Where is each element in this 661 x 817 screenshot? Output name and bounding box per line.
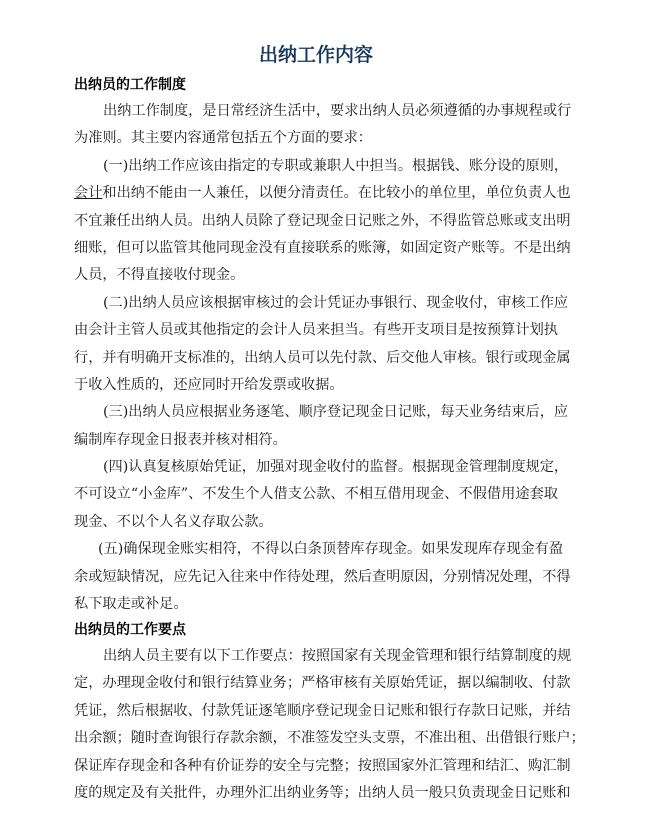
text-line: (三)出纳人员应根据业务逐笔、顺序登记现金日记账，每天业务结束后，应 xyxy=(103,404,569,421)
text-line: (一)出纳工作应该由指定的专职或兼职人中担当。根据钱、账分设的原则， xyxy=(103,157,569,174)
text-line: 为准则。其主要内容通常包括五个方面的要求： xyxy=(74,130,372,147)
text-line: 出纳工作制度，是日常经济生活中，要求出纳人员必须遵循的办事规程或行 xyxy=(103,103,572,119)
paragraph-item-3 xyxy=(74,399,569,454)
text-line: (五)确保现金账实相符，不得以白条顶替库存现金。如果发现库存现金有盈 xyxy=(98,541,564,558)
accounting-link[interactable]: 会计 xyxy=(74,185,103,202)
text-line: 余或短缺情况，应先记入往来中作待处理，然后查明原因，分别情况处理，不得 xyxy=(74,568,571,585)
text-line: 定，办理现金收付和银行结算业务；严格审核有关原始凭证，据以编制收、付款 xyxy=(74,675,571,692)
paragraph-item-5 xyxy=(74,536,571,618)
text-line: 由会计主管人员或其他指定的会计人员来担当。有些开支项目是按预算计划执 xyxy=(74,322,558,339)
text-line: 私下取走或补足。 xyxy=(74,596,188,613)
text-line: 编制库存现金日报表并核对相符。 xyxy=(74,431,287,448)
text-segment: 和出纳不能由一人兼任，以便分清责任。在比较小的单位里，单位负责人也 xyxy=(102,185,571,202)
text-line: 出余额；随时查询银行存款余额，不准签发空头支票，不准出租、出借银行账户； xyxy=(74,730,585,747)
paragraph-item-2 xyxy=(74,290,571,400)
text-line: 度的规定及有关批件，办理外汇出纳业务等；出纳人员一般只负责现金日记账和 xyxy=(74,784,571,801)
text-line: 细账，但可以监管其他同现金没有直接联系的账簿，如固定资产账等。不是出纳 xyxy=(74,239,571,256)
paragraph-item-4 xyxy=(74,454,569,536)
text-line xyxy=(74,180,571,207)
section-heading: 出纳员的工作制度 xyxy=(74,77,186,93)
text-line: 现金、不以个人名义存取公款。 xyxy=(74,513,273,530)
text-line: (四)认真复核原始凭证，加强对现金收付的监督。根据现金管理制度规定， xyxy=(103,459,569,476)
text-line: 不宜兼任出纳人员。出纳人员除了登记现金日记账之外，不得监管总账或支出明 xyxy=(74,212,571,229)
document-title: 出纳工作内容 xyxy=(258,44,373,66)
text-line: (二)出纳人员应该根据审核过的会计凭证办事银行、现金收付，审核工作应 xyxy=(103,294,569,311)
section-work-points xyxy=(74,617,585,807)
paragraph-work-points xyxy=(74,643,585,807)
text-line: 凭证，然后根据收、付款凭证逐笔顺序登记现金日记账和银行存款日记账，并结 xyxy=(74,702,571,719)
section-work-system xyxy=(74,72,572,618)
text-line: 保证库存现金和各种有价证券的安全与完整；按照国家外汇管理和结汇、购汇制 xyxy=(74,757,571,774)
paragraph-item-1 xyxy=(74,153,571,290)
text-line: 出纳人员主要有以下工作要点：按照国家有关现金管理和银行结算制度的规 xyxy=(103,648,572,664)
text-line: 行，并有明确开支标准的，出纳人员可以先付款、后交他人审核。银行或现金属 xyxy=(74,349,571,366)
paragraph-intro xyxy=(74,98,572,153)
text-line: 不可设立“小金库”、不发生个人借支公款、不相互借用现金、不假借用途套取 xyxy=(74,486,558,503)
text-line: 于收入性质的，还应同时开给发票或收据。 xyxy=(74,376,344,393)
text-line: 人员，不得直接收付现金。 xyxy=(74,267,245,284)
section-heading: 出纳员的工作要点 xyxy=(74,622,186,638)
